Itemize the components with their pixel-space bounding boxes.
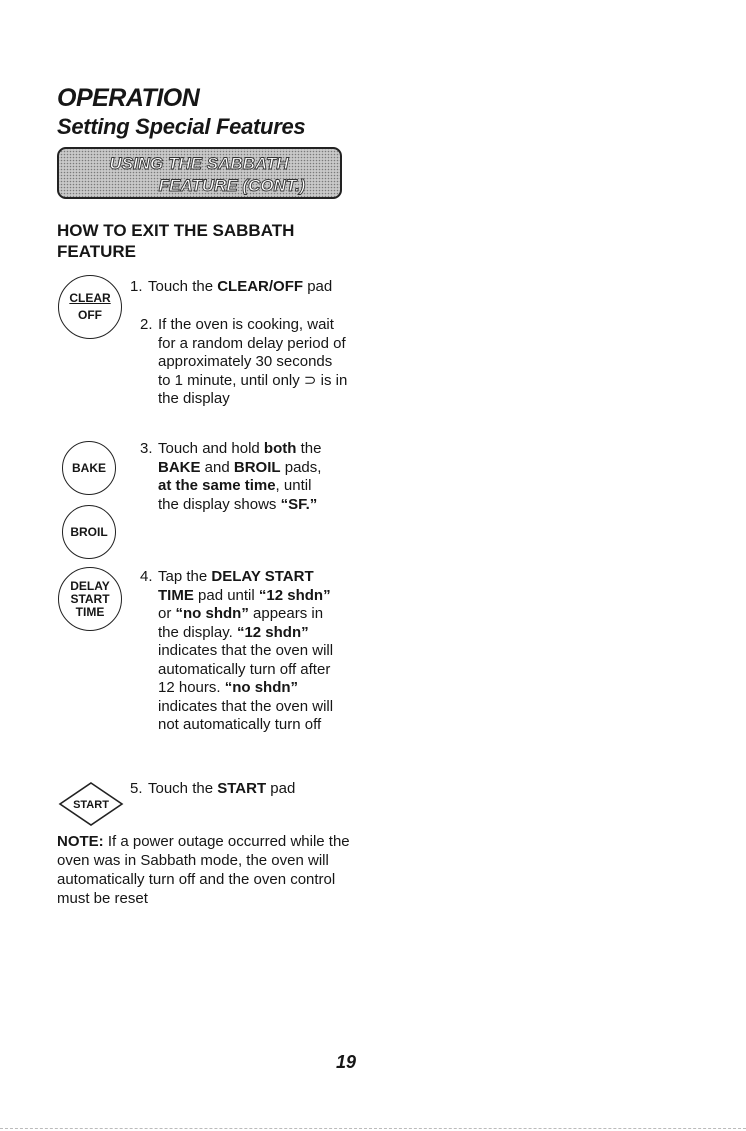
step-4 xyxy=(140,568,340,735)
page-bottom-edge xyxy=(0,1128,746,1130)
banner-line-1: USING THE SABBATH xyxy=(109,154,289,173)
step-number: 4. xyxy=(140,568,153,585)
step-number: 3. xyxy=(140,440,153,457)
broil-pad-icon xyxy=(62,505,116,559)
banner-line-2: FEATURE (CONT.) xyxy=(158,176,306,195)
subsection-title: Setting Special Features xyxy=(57,114,306,139)
step-text: Tap the DELAY START TIME pad until “12 shdn” or “no shdn” appears in the display. “12 shdn” indicates that the oven will automatically turn off after 12 hours. “no shdn” indicates that the oven will not automatically turn off xyxy=(158,568,334,733)
note-label: NOTE: xyxy=(57,833,104,850)
power-outage-note xyxy=(57,832,357,908)
section-title: OPERATION xyxy=(57,84,200,112)
step-text: Touch and hold both the BAKE and BROIL pads, at the same time, until the display shows “SF.” xyxy=(158,440,322,513)
step-number: 2. xyxy=(140,316,153,333)
bake-pad-icon xyxy=(62,441,116,495)
note-text: If a power outage occurred while the oven was in Sabbath mode, the oven will automatically turn off and the oven control must be reset xyxy=(57,833,350,907)
step-number: 5. xyxy=(130,780,143,797)
step-text: Touch the CLEAR/OFF pad xyxy=(148,278,333,295)
broil-pad-label: BROIL xyxy=(70,524,108,539)
step-5 xyxy=(130,780,348,799)
step-text: Touch the START pad xyxy=(148,780,296,797)
start-pad-label: START xyxy=(73,799,109,811)
page-number: 19 xyxy=(336,1052,357,1072)
exit-sabbath-heading: HOW TO EXIT THE SABBATH FEATURE xyxy=(57,221,295,261)
start-pad-word: START xyxy=(70,591,110,606)
banner-background xyxy=(57,147,342,199)
off-pad-label: OFF xyxy=(78,308,102,322)
step-2 xyxy=(140,316,348,409)
delay-pad-label: DELAY xyxy=(70,578,110,593)
step-3 xyxy=(140,440,336,514)
start-pad-icon xyxy=(58,781,124,827)
step-1 xyxy=(130,278,338,297)
step-text: If the oven is cooking, wait for a random delay period of approximately 30 seconds to 1 minute, until only ⊃ is in the display xyxy=(158,316,348,407)
clear-pad-label: CLEAR xyxy=(69,291,111,305)
time-pad-label: TIME xyxy=(75,604,105,619)
clear-off-pad-icon xyxy=(58,275,122,339)
bake-pad-label: BAKE xyxy=(71,460,106,475)
delay-start-time-pad-icon xyxy=(58,567,122,631)
sabbath-banner xyxy=(57,147,342,199)
step-number: 1. xyxy=(130,278,143,295)
